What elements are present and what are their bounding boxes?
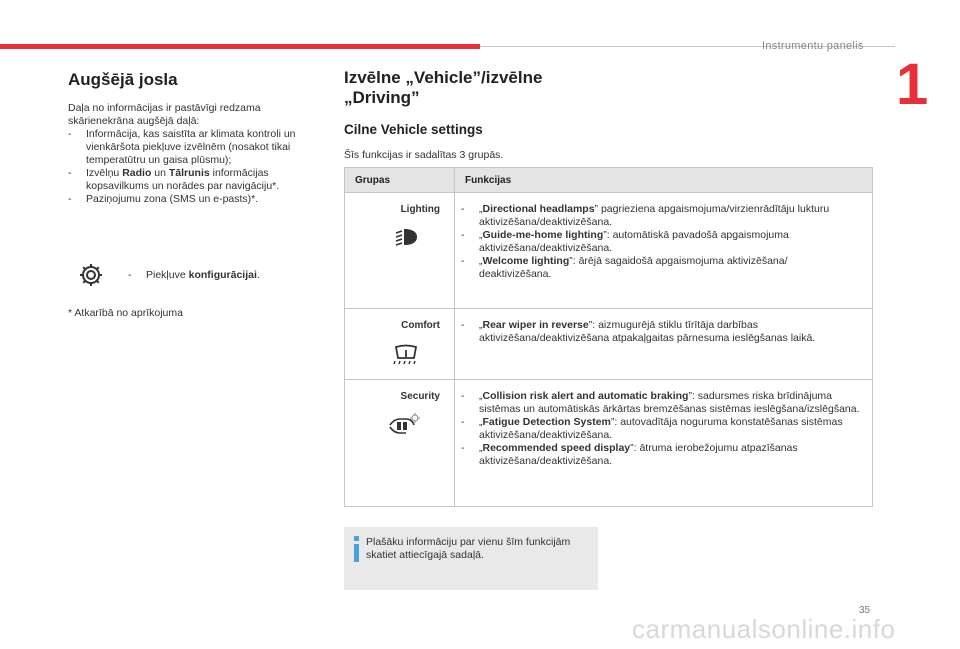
page-number: 35 <box>859 605 871 616</box>
header-accent-bar <box>0 44 480 49</box>
list-item: - Piekļuve konfigurācijai. <box>128 268 260 281</box>
table-row <box>345 380 873 507</box>
list-item: - „Directional headlamps” pagrieziena apgaismojuma/virzienrādītāju lukturu aktivizēšana/deaktivizēšana. <box>461 203 830 228</box>
functions-table <box>344 167 873 507</box>
info-icon <box>354 536 359 562</box>
right-heading: Izvēlne „Vehicle”/izvēlne „Driving” <box>344 68 543 107</box>
table-header-row <box>345 168 873 193</box>
configuration-row <box>78 262 298 288</box>
watermark: carmanualsonline.info <box>632 614 896 644</box>
chapter-number: 1 <box>896 52 929 117</box>
info-text: Plašāku informāciju par vienu šīm funkcijām skatiet attiecīgajā sadaļā. <box>366 536 571 561</box>
rear-wiper-icon <box>392 342 420 366</box>
footnote: * Atkarībā no aprīkojuma <box>68 307 183 319</box>
table-row <box>345 193 873 309</box>
right-intro: Šīs funkcijas ir sadalītas 3 grupās. <box>344 149 504 161</box>
list-item: - „Guide-me-home lighting”: automātiskā pavadošā apgaismojuma aktivizēšana/deaktivizēšana. <box>461 229 789 254</box>
left-heading: Augšējā josla <box>68 70 178 89</box>
header-group: Grupas <box>345 168 455 193</box>
left-intro: Daļa no informācijas ir pastāvīgi redzama skārienekrāna augšējā daļā: <box>68 102 261 127</box>
list-item: - „Rear wiper in reverse”: aizmugurējā stiklu tīrītāja darbības aktivizēšana/deaktivizēšana atpakaļgaitas pārnesuma ieslēgšanas laikā. <box>461 319 816 344</box>
section-title: Instrumentu panelis <box>762 40 864 52</box>
group-name: Security <box>400 391 440 402</box>
list-item: - Izvēlņu Radio un Tālrunis informācijas kopsavilkums un norādes par navigāciju*. <box>68 167 280 192</box>
list-item: - Paziņojumu zona (SMS un e-pasts)*. <box>68 193 259 205</box>
table-row <box>345 309 873 380</box>
gear-icon <box>78 262 104 288</box>
list-item: - „Recommended speed display”: ātruma ierobežojumu atpazīšanas aktivizēšana/deaktivizēšana. <box>461 442 798 467</box>
group-name: Lighting <box>400 204 440 215</box>
header-functions: Funkcijas <box>455 168 873 193</box>
collision-alert-icon <box>388 413 420 435</box>
left-column <box>68 62 318 206</box>
list-item: - Informācija, kas saistīta ar klimata kontroli un vienkāršota piekļuve izvēlnēm (nosakot tikai temperatūtru un gaisa plūsmu); <box>68 128 296 166</box>
group-name: Comfort <box>401 320 440 331</box>
info-box <box>344 527 598 590</box>
list-item: - „Collision risk alert and automatic braking”: sadursmes riska brīdinājuma sistēmas un automātiskās ārkārtas bremzēšanas sistēmas ieslēgšana/izslēgšana. <box>461 390 860 415</box>
list-item: - „Welcome lighting”: ārējā sagaidošā apgaismojuma aktivizēšana/ deaktivizēšana. <box>461 255 788 280</box>
list-item: - „Fatigue Detection System”: autovadītāja noguruma konstatēšanas sistēmas aktivizēšana/deaktivizēšana. <box>461 416 843 441</box>
headlamp-icon <box>394 226 420 248</box>
right-column <box>344 68 874 161</box>
tab-subheading: Cilne Vehicle settings <box>344 122 483 137</box>
